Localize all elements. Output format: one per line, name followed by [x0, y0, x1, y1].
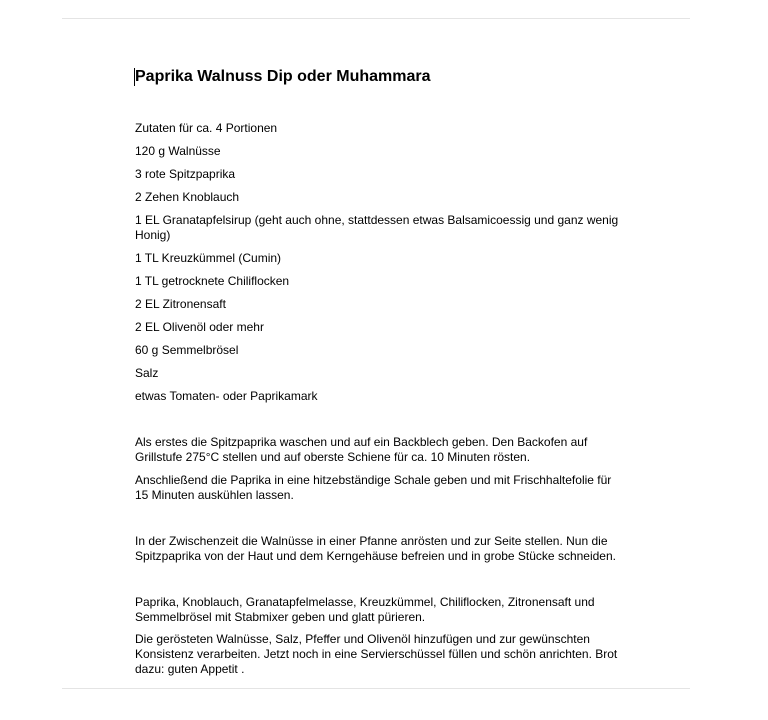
- ingredient-line: 1 TL getrocknete Chiliflocken: [135, 274, 290, 288]
- step-paragraph: Als erstes die Spitzpaprika waschen und auf ein Backblech geben. Den Backofen auf Grillstufe 275°C stellen und auf oberste Schiene für ca. 10 Minuten rösten.: [135, 435, 588, 464]
- page-bottom-edge: [62, 688, 690, 689]
- ingredient-line: 2 Zehen Knoblauch: [135, 190, 240, 204]
- step-paragraph: Paprika, Knoblauch, Granatapfelmelasse, Kreuzkümmel, Chiliflocken, Zitronensaft und Semmelbrösel mit Stabmixer geben und glatt pürieren.: [135, 595, 595, 624]
- ingredient-line: 60 g Semmelbrösel: [135, 343, 239, 357]
- step-paragraph: Die gerösteten Walnüsse, Salz, Pfeffer und Olivenöl hinzufügen und zur gewünschten Konsistenz verarbeiten. Jetzt noch in eine Servierschüssel füllen und schön anrichten. Brot dazu: guten Appetit .: [135, 632, 618, 676]
- step-paragraph: Anschließend die Paprika in eine hitzebständige Schale geben und mit Frischhaltefolie für 15 Minuten auskühlen lassen.: [135, 473, 612, 502]
- recipe-title: Paprika Walnuss Dip oder Muhammara: [135, 68, 431, 85]
- ingredient-line: 2 EL Zitronensaft: [135, 297, 226, 311]
- step-paragraph: In der Zwischenzeit die Walnüsse in einer Pfanne anrösten und zur Seite stellen. Nun die Spitzpaprika von der Haut und dem Kerngehäuse befreien und in grobe Stücke schneiden.: [135, 534, 616, 563]
- ingredient-line: Salz: [135, 366, 159, 380]
- page-top-edge: [62, 18, 690, 19]
- ingredient-line: 3 rote Spitzpaprika: [135, 167, 236, 181]
- ingredient-line: etwas Tomaten- oder Paprikamark: [135, 389, 318, 403]
- ingredient-line: 2 EL Olivenöl oder mehr: [135, 320, 264, 334]
- ingredients-heading: Zutaten für ca. 4 Portionen: [135, 121, 278, 135]
- ingredient-line: 120 g Walnüsse: [135, 144, 221, 158]
- ingredient-line: 1 TL Kreuzkümmel (Cumin): [135, 251, 282, 265]
- ingredient-line: 1 EL Granatapfelsirup (geht auch ohne, stattdessen etwas Balsamicoessig und ganz wenig Honig): [135, 213, 619, 242]
